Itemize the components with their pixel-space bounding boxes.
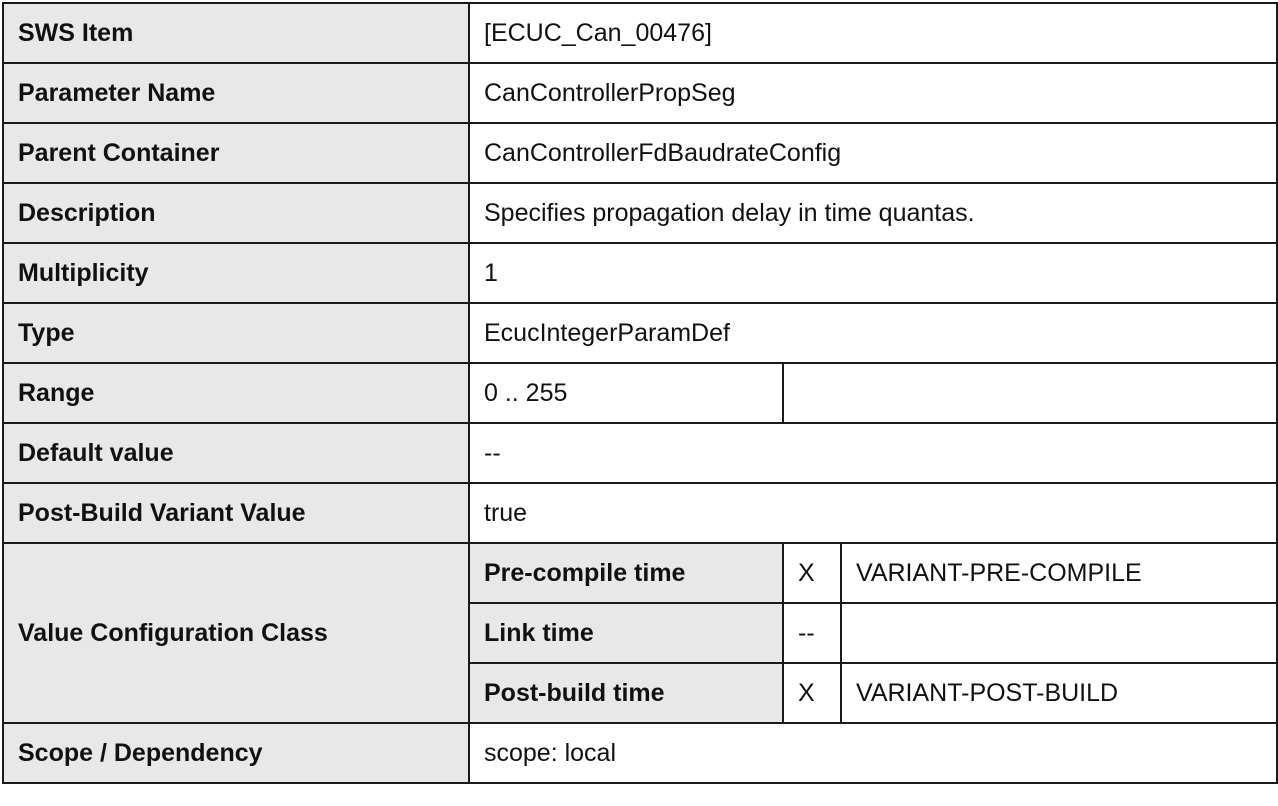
multiplicity-value: 1 bbox=[469, 243, 1277, 303]
sws-item-value: [ECUC_Can_00476] bbox=[469, 3, 1277, 63]
range-label: Range bbox=[3, 363, 469, 423]
pre-compile-time-label: Pre-compile time bbox=[469, 543, 783, 603]
row-post-build-variant-value bbox=[3, 483, 1277, 543]
link-time-mark: -- bbox=[783, 603, 841, 663]
post-build-time-variant: VARIANT-POST-BUILD bbox=[841, 663, 1277, 723]
row-range bbox=[3, 363, 1277, 423]
default-value-label: Default value bbox=[3, 423, 469, 483]
row-description bbox=[3, 183, 1277, 243]
default-value-value: -- bbox=[469, 423, 1277, 483]
link-time-label: Link time bbox=[469, 603, 783, 663]
description-value: Specifies propagation delay in time quantas. bbox=[469, 183, 1277, 243]
row-default-value bbox=[3, 423, 1277, 483]
value-configuration-class-label: Value Configuration Class bbox=[3, 543, 469, 723]
description-label: Description bbox=[3, 183, 469, 243]
row-parameter-name bbox=[3, 63, 1277, 123]
type-label: Type bbox=[3, 303, 469, 363]
scope-dependency-label: Scope / Dependency bbox=[3, 723, 469, 783]
pre-compile-time-mark: X bbox=[783, 543, 841, 603]
range-extra bbox=[783, 363, 1277, 423]
sws-parameter-table bbox=[2, 2, 1278, 784]
post-build-time-mark: X bbox=[783, 663, 841, 723]
row-value-config-pre-compile bbox=[3, 543, 1277, 603]
parameter-name-label: Parameter Name bbox=[3, 63, 469, 123]
pre-compile-time-variant: VARIANT-PRE-COMPILE bbox=[841, 543, 1277, 603]
parameter-name-value: CanControllerPropSeg bbox=[469, 63, 1277, 123]
row-type bbox=[3, 303, 1277, 363]
post-build-time-label: Post-build time bbox=[469, 663, 783, 723]
row-scope-dependency bbox=[3, 723, 1277, 783]
scope-dependency-value: scope: local bbox=[469, 723, 1277, 783]
post-build-variant-value-label: Post-Build Variant Value bbox=[3, 483, 469, 543]
post-build-variant-value-value: true bbox=[469, 483, 1277, 543]
type-value: EcucIntegerParamDef bbox=[469, 303, 1277, 363]
row-multiplicity bbox=[3, 243, 1277, 303]
parent-container-label: Parent Container bbox=[3, 123, 469, 183]
row-parent-container bbox=[3, 123, 1277, 183]
parent-container-value: CanControllerFdBaudrateConfig bbox=[469, 123, 1277, 183]
sws-item-label: SWS Item bbox=[3, 3, 469, 63]
link-time-variant bbox=[841, 603, 1277, 663]
multiplicity-label: Multiplicity bbox=[3, 243, 469, 303]
range-value: 0 .. 255 bbox=[469, 363, 783, 423]
row-sws-item bbox=[3, 3, 1277, 63]
